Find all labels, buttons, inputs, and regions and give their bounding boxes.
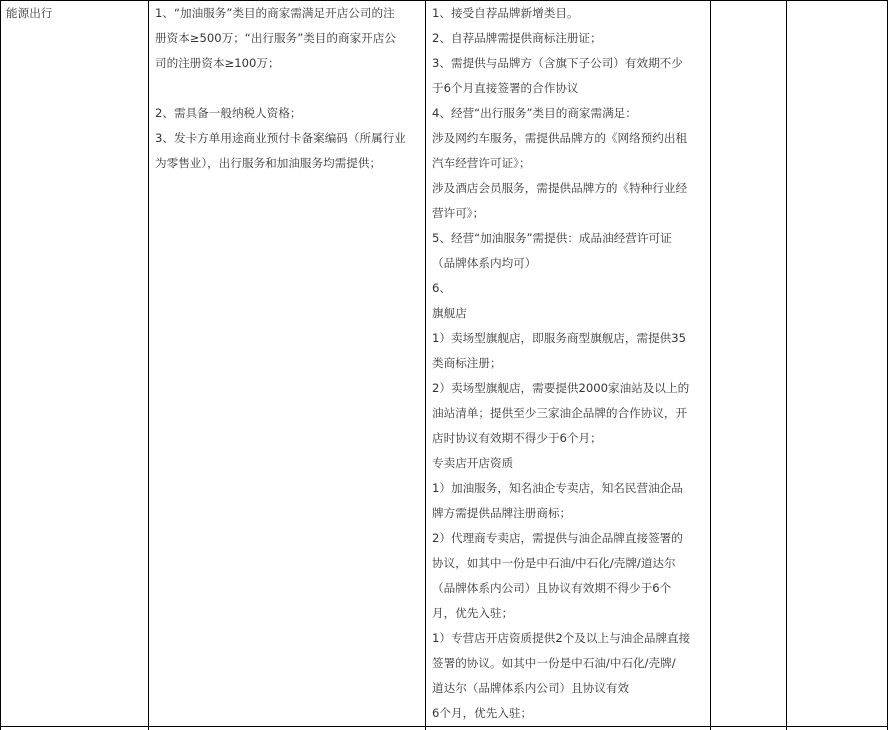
- column-divider-3: [710, 0, 711, 730]
- brand-qualification-line: 1）卖场型旗舰店，即服务商型旗舰店，需提供35: [432, 331, 687, 345]
- brand-qualification-line: 涉及网约车服务，需提供品牌方的《网络预约出租: [432, 131, 688, 145]
- enterprise-qualification-line: 司的注册资本≥100万；: [155, 56, 280, 70]
- empty-cell-5: [789, 1, 885, 728]
- brand-qualification-line: 专卖店开店资质: [432, 456, 514, 470]
- brand-qualification-line: 1、接受自荐品牌新增类目。: [432, 6, 579, 20]
- brand-qualification-line: 6、: [432, 281, 451, 295]
- category-cell: [6, 1, 146, 728]
- brand-qualification-line: 5、经营“加油服务”需提供：成品油经营许可证: [432, 231, 672, 245]
- brand-qualification-line: 涉及酒店会员服务，需提供品牌方的《特种行业经: [432, 181, 688, 195]
- brand-qualification-line: 汽车经营许可证》；: [432, 156, 531, 170]
- enterprise-qualification-line: 为零售业），出行服务和加油服务均需提供；: [155, 156, 382, 170]
- column-divider-2: [425, 0, 426, 730]
- column-divider-4: [786, 0, 787, 730]
- brand-qualification-line: （品牌体系内公司）且协议有效期不得少于6个: [432, 581, 672, 595]
- brand-qualification-line: 6个月，优先入驻；: [432, 706, 533, 720]
- brand-qualification-line: 油站清单；提供至少三家油企品牌的合作协议，开: [432, 406, 688, 420]
- brand-qualification-line: 2、自荐品牌需提供商标注册证；: [432, 31, 602, 45]
- brand-qualification-line: 牌方需提供品牌注册商标；: [432, 506, 572, 520]
- enterprise-qualification-line: [155, 76, 420, 101]
- brand-qualification-line: 1）专营店开店资质提供2个及以上与油企品牌直接: [432, 631, 691, 645]
- brand-qualification-line: 月，优先入驻；: [432, 606, 514, 620]
- enterprise-qualification-line: 3、发卡方单用途商业预付卡备案编码（所属行业: [155, 131, 406, 145]
- brand-qualification-line: 3、需提供与品牌方（含旗下子公司）有效期不少: [432, 56, 683, 70]
- brand-qualification-line: 协议，如其中一份是中石油/中石化/壳牌/道达尔: [432, 556, 676, 570]
- empty-cell-4: [712, 1, 784, 728]
- brand-qualification-line: 于6个月直接签署的合作协议: [432, 81, 579, 95]
- brand-qualification-line: 2）卖场型旗舰店，需要提供2000家油站及以上的: [432, 381, 690, 395]
- enterprise-qualifications-cell: [155, 1, 420, 728]
- col4-text: [712, 1, 784, 26]
- brand-qualification-line: 店时协议有效期不得少于6个月；: [432, 431, 602, 445]
- brand-qualification-line: 营许可》；: [432, 206, 485, 220]
- enterprise-qualification-line: 2、需具备一般纳税人资格；: [155, 106, 302, 120]
- brand-qualification-line: 4、经营“出行服务”类目的商家需满足：: [432, 106, 637, 120]
- brand-qualification-line: （品牌体系内均可）: [432, 256, 537, 270]
- brand-qualification-line: 类商标注册；: [432, 356, 502, 370]
- brand-qualifications-cell: [432, 1, 708, 728]
- table-border-right: [887, 0, 888, 730]
- brand-qualification-line: 旗舰店: [432, 306, 467, 320]
- enterprise-qualification-line: 1、“加油服务”类目的商家需满足开店公司的注: [155, 6, 395, 20]
- brand-qualification-line: 2）代理商专卖店，需提供与油企品牌直接签署的: [432, 531, 683, 545]
- column-divider-1: [148, 0, 149, 730]
- table-border-left: [0, 0, 1, 730]
- category-label: 能源出行: [6, 6, 53, 20]
- brand-qualification-line: 道达尔（品牌体系内公司）且协议有效: [432, 681, 630, 695]
- brand-qualification-line: 签署的协议。如其中一份是中石油/中石化/壳牌/: [432, 656, 676, 670]
- enterprise-qualification-line: 册资本≥500万；“出行服务”类目的商家开店公: [155, 31, 396, 45]
- brand-qualification-line: 1）加油服务，知名油企专卖店，知名民营油企品: [432, 481, 683, 495]
- col5-text: [789, 1, 885, 26]
